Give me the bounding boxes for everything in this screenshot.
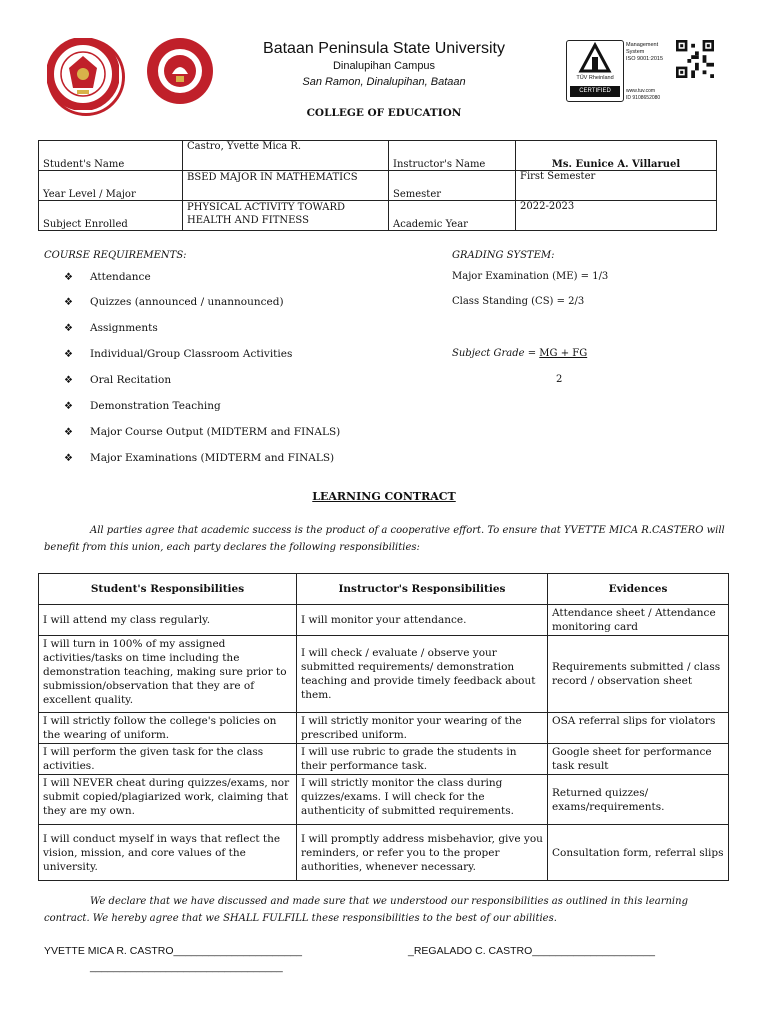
evidence: Consultation form, referral slips — [548, 825, 729, 881]
student-responsibility: I will turn in 100% of my assigned activities/tasks on time including the demonstration teaching, making sure prior to submission/observation that they are of excellent quality. — [39, 636, 297, 713]
requirement-text: Assignments — [90, 322, 158, 334]
cert-line-2: System — [626, 49, 645, 55]
list-item — [64, 322, 158, 334]
student-responsibility: I will strictly follow the college's policies on the wearing of uniform. — [39, 713, 297, 744]
list-item — [64, 374, 171, 386]
cert-line-1: Management — [626, 42, 659, 48]
list-item — [64, 271, 151, 283]
column-header-evidences: Evidences — [548, 574, 729, 605]
formula-denominator: 2 — [556, 374, 563, 385]
requirement-text: Individual/Group Classroom Activities — [90, 348, 293, 360]
diamond-bullet-icon: ❖ — [64, 297, 73, 308]
cert-id: ID 9108652080 — [626, 95, 661, 101]
table-row — [39, 201, 717, 231]
table-row — [39, 141, 717, 171]
contract-closing: We declare that we have discussed and made sure that we understood our responsibilities as outlined in this learning contract. We hereby agree that we SHALL FULFILL these responsibilities to the best of our abilities. — [44, 896, 688, 924]
evidence: Requirements submitted / class record / observation sheet — [548, 636, 729, 713]
academic-year-value: 2022-2023 — [516, 201, 717, 231]
grading-class-standing: Class Standing (CS) = 2/3 — [452, 296, 585, 307]
requirement-text: Oral Recitation — [90, 374, 172, 386]
cert-site: www.tuv.com — [626, 88, 656, 94]
semester-value: First Semester — [516, 171, 717, 201]
requirement-text: Quizzes (announced / unannounced) — [90, 296, 284, 308]
student-name-label: Student's Name — [39, 141, 183, 171]
list-item — [64, 452, 334, 464]
table-row — [39, 605, 729, 636]
instructor-name-label: Instructor's Name — [389, 141, 516, 171]
responsibilities-table — [38, 573, 729, 881]
instructor-responsibility: I will check / evaluate / observe your submitted requirements/ demonstration teaching and provide timely feedback about them. — [297, 636, 548, 713]
learning-contract-title: LEARNING CONTRACT — [312, 490, 456, 503]
diamond-bullet-icon: ❖ — [64, 427, 73, 438]
student-responsibility: I will perform the given task for the class activities. — [39, 744, 297, 775]
student-responsibility: I will NEVER cheat during quizzes/exams, nor submit copied/plagiarized work, claiming that they are my own. — [39, 775, 297, 825]
student-name-value: Castro, Yvette Mica R. — [183, 141, 389, 171]
grading-major-exam: Major Examination (ME) = 1/3 — [452, 271, 609, 282]
instructor-responsibility: I will strictly monitor the class during quizzes/exams. I will check for the authenticity of submitted requirements. — [297, 775, 548, 825]
evidence: Attendance sheet / Attendance monitoring card — [548, 605, 729, 636]
grading-system-heading: GRADING SYSTEM: — [452, 250, 555, 261]
instructor-responsibility: I will strictly monitor your wearing of the prescribed uniform. — [297, 713, 548, 744]
table-row — [39, 171, 717, 201]
table-row — [39, 775, 729, 825]
evidence: Returned quizzes/ exams/requirements. — [548, 775, 729, 825]
column-header-instructor: Instructor's Responsibilities — [297, 574, 548, 605]
student-responsibility: I will conduct myself in ways that reflect the vision, mission, and core values of the university. — [39, 825, 297, 881]
parent-signature-line: _REGALADO C. CASTRO_____________________ — [408, 945, 655, 957]
college-name: COLLEGE OF EDUCATION — [306, 107, 462, 119]
student-info-table — [38, 140, 717, 231]
table-row — [39, 744, 729, 775]
list-item — [64, 348, 292, 360]
list-item — [64, 296, 284, 308]
cert-line-3: ISO 9001:2015 — [626, 56, 664, 62]
diamond-bullet-icon: ❖ — [64, 323, 73, 334]
iso-certification-badge — [566, 40, 718, 100]
requirement-text: Demonstration Teaching — [90, 400, 221, 412]
evidence: OSA referral slips for violators — [548, 713, 729, 744]
cert-badge: CERTIFIED — [570, 86, 620, 97]
table-row — [39, 825, 729, 881]
subject-label: Subject Enrolled — [39, 201, 183, 231]
diamond-bullet-icon: ❖ — [64, 453, 73, 464]
evidence: Google sheet for performance task result — [548, 744, 729, 775]
diamond-bullet-icon: ❖ — [64, 349, 73, 360]
column-header-student: Student's Responsibilities — [39, 574, 297, 605]
student-responsibility: I will attend my class regularly. — [39, 605, 297, 636]
subject-value: PHYSICAL ACTIVITY TOWARD HEALTH AND FITNESS — [183, 201, 389, 231]
semester-label: Semester — [389, 171, 516, 201]
diamond-bullet-icon: ❖ — [64, 401, 73, 412]
campus-name: Dinalupihan Campus — [332, 60, 436, 72]
requirement-text: Attendance — [90, 271, 151, 283]
campus-address: San Ramon, Dinalupihan, Bataan — [302, 76, 466, 88]
formula-numerator: MG + FG — [539, 348, 588, 359]
year-level-label: Year Level / Major — [39, 171, 183, 201]
university-name: Bataan Peninsula State University — [263, 40, 505, 57]
subject-grade-formula — [452, 348, 587, 359]
tuv-logo-icon — [567, 41, 623, 75]
list-item — [64, 400, 221, 412]
table-row — [39, 636, 729, 713]
table-header-row — [39, 574, 729, 605]
formula-label: Subject Grade = — [452, 348, 540, 359]
diamond-bullet-icon: ❖ — [64, 272, 73, 283]
list-item — [64, 426, 340, 438]
academic-year-label: Academic Year — [389, 201, 516, 231]
instructor-responsibility: I will promptly address misbehavior, give you reminders, or refer you to the proper authorities, whenever necessary. — [297, 825, 548, 881]
year-level-value: BSED MAJOR IN MATHEMATICS — [183, 171, 389, 201]
requirement-text: Major Examinations (MIDTERM and FINALS) — [90, 452, 335, 464]
qr-code-icon — [676, 40, 714, 78]
instructor-responsibility: I will monitor your attendance. — [297, 605, 548, 636]
table-row — [39, 713, 729, 744]
instructor-name-value: Ms. Eunice A. Villaruel — [516, 141, 717, 171]
instructor-signature-line: _________________________________ — [90, 961, 283, 973]
course-requirements-heading: COURSE REQUIREMENTS: — [44, 250, 187, 261]
instructor-responsibility: I will use rubric to grade the students in their performance task. — [297, 744, 548, 775]
cert-brand: TÜV Rheinland — [576, 75, 614, 81]
diamond-bullet-icon: ❖ — [64, 375, 73, 386]
requirement-text: Major Course Output (MIDTERM and FINALS) — [90, 426, 341, 438]
student-signature-line: YVETTE MICA R. CASTRO______________________ — [44, 945, 302, 957]
contract-intro: All parties agree that academic success is the product of a cooperative effort. To ensure that YVETTE MICA R.CASTERO will benefit from this union, each party declares the following responsibilities: — [44, 525, 725, 553]
